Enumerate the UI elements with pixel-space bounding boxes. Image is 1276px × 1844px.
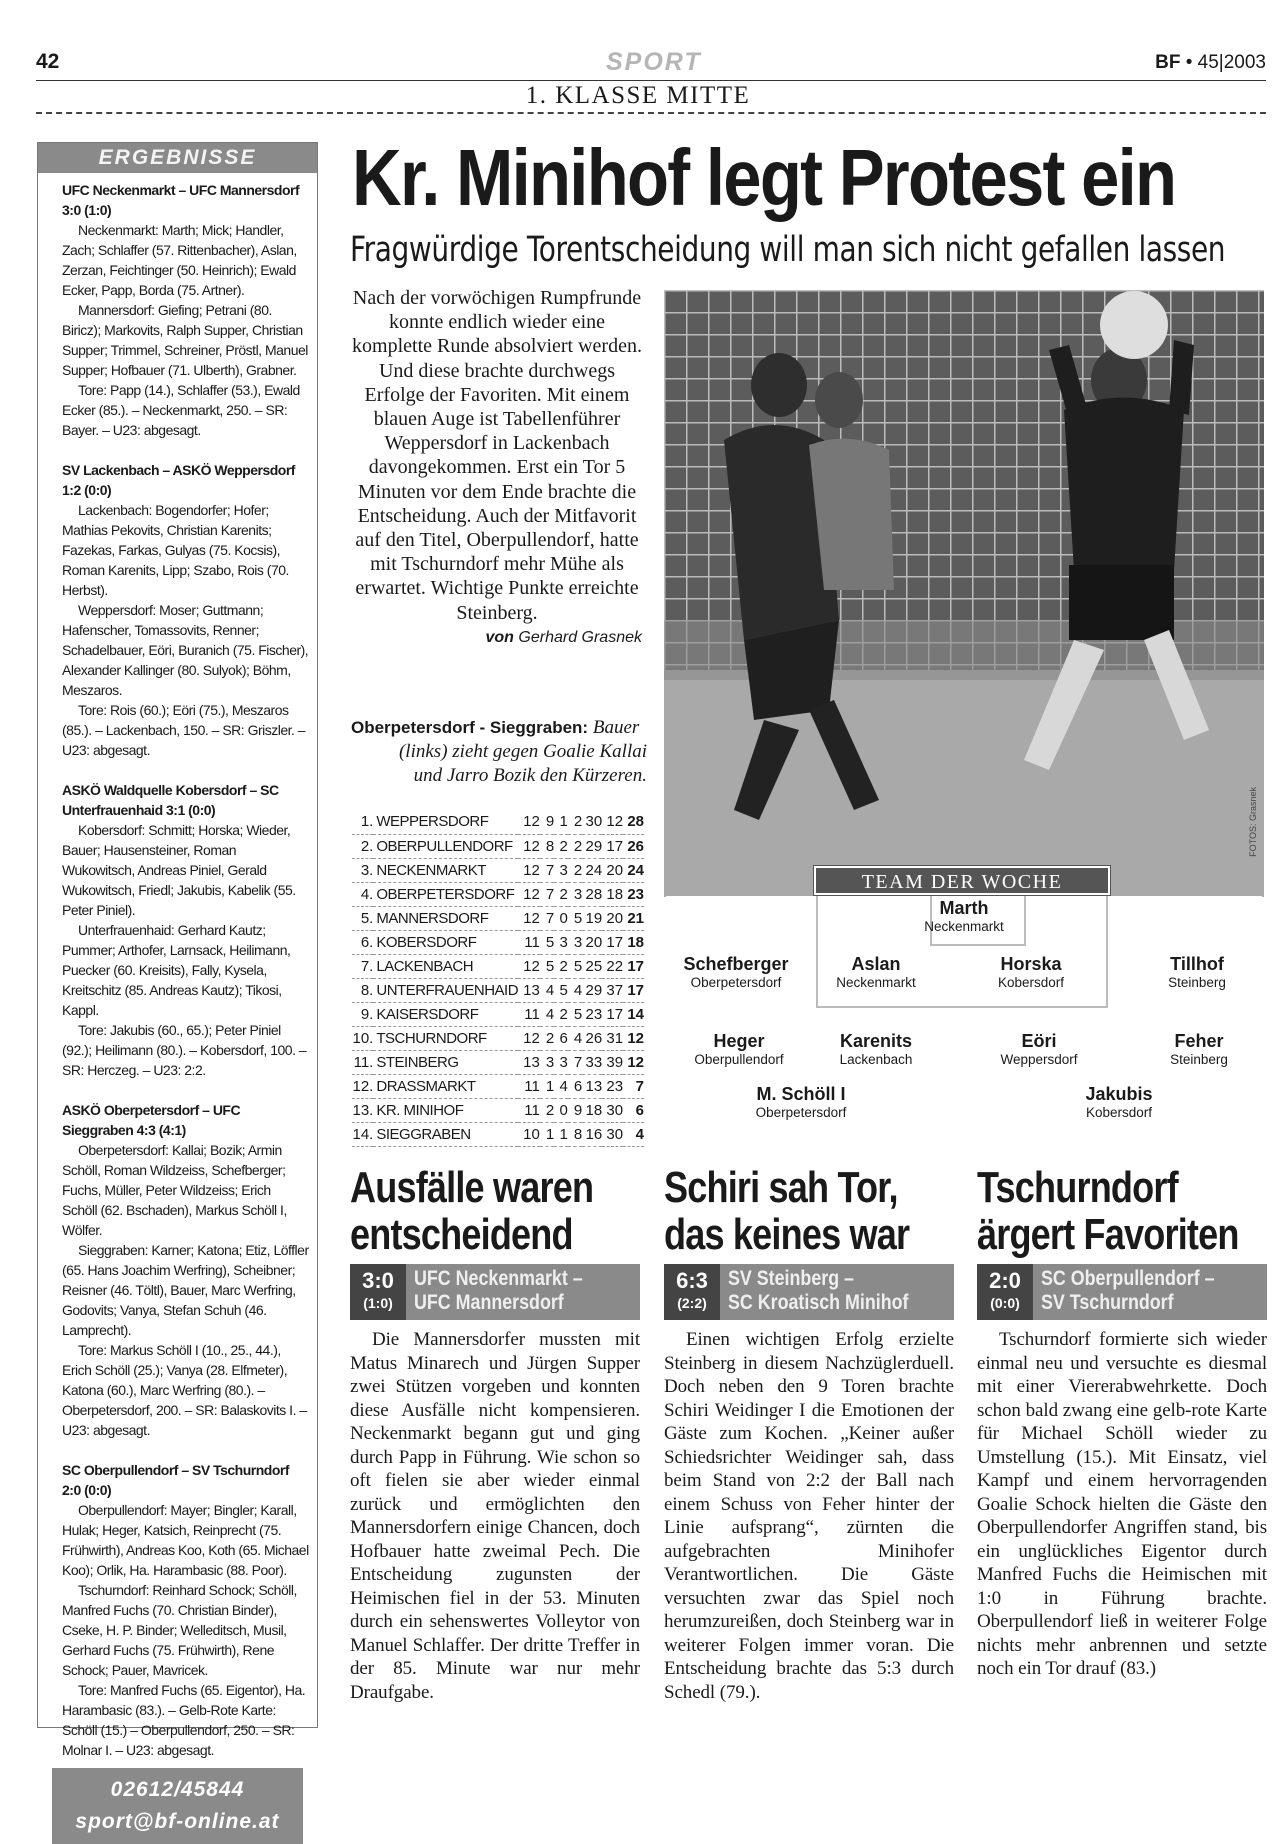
standings-w: 9 <box>540 810 554 834</box>
standings-team: WEPPERSDORF <box>373 810 518 834</box>
standings-team: KR. MINIHOF <box>373 1098 518 1122</box>
standings-w: 2 <box>540 1098 554 1122</box>
standings-gp: 12 <box>518 906 540 930</box>
standings-w: 3 <box>540 1050 554 1074</box>
player-name: Aslan <box>851 954 901 974</box>
standings-gp: 10 <box>518 1122 540 1146</box>
lineup-home: Lackenbach: Bogendorfer; Hofer; Mathias Pekovits, Christian Karenits; Fazekas, Farkas, Gulyas (75. Kocsis), Roman Karenits, Lipp; Szabo, Rois (70. Herbst). <box>62 502 289 598</box>
standings-l: 5 <box>568 906 582 930</box>
standings-row <box>352 1050 644 1074</box>
standings-team: NECKENMARKT <box>373 858 518 882</box>
standings-l: 3 <box>568 930 582 954</box>
score-box <box>664 1264 720 1320</box>
standings-pos: 11. <box>352 1050 373 1074</box>
standings-gp: 12 <box>518 810 540 834</box>
standings-ga: 30 <box>602 1122 623 1146</box>
standings-row <box>352 858 644 882</box>
standings-l: 2 <box>568 858 582 882</box>
page-number: 42 <box>36 50 60 73</box>
standings-ga: 23 <box>602 1074 623 1098</box>
sub-headline: Fragwürdige Torentscheidung will man sich nicht gefallen lassen <box>350 230 1226 270</box>
player-name: Horska <box>1000 954 1062 974</box>
standings-w: 7 <box>540 882 554 906</box>
standings-d: 5 <box>554 978 568 1002</box>
player-name: M. Schöll I <box>756 1084 846 1104</box>
results-column <box>37 142 318 1833</box>
story-headline-line1: Tschurndorf <box>977 1163 1178 1212</box>
story-body: Die Mannersdorfer mussten mit Matus Minarech und Jürgen Supper zwei Stützen vorgeben und konnten diese Ausfälle nicht kompensieren. Neckenmarkt begann gut und ging durch Papp in Führung. Wie schon so oft fielen sie aber wieder einmal zurück und ermöglichten den Mannersdorfern einige Chancen, doch Hofbauer hatte zweimal Pech. Die Entscheidung zugunsten der Heimischen fiel in der 53. Minuten durch ein sehenswertes Volleytor von Manuel Schlaffer. Der dritte Treffer in der 85. Minute war nur mehr Draufgabe. <box>350 1329 640 1703</box>
player-club: Weppersdorf <box>1000 1052 1078 1067</box>
standings-gp: 13 <box>518 1050 540 1074</box>
standings-gp: 11 <box>518 1074 540 1098</box>
home-team: SC Oberpullendorf – <box>1041 1267 1215 1290</box>
standings-pts: 26 <box>623 834 644 858</box>
dashed-divider <box>36 112 1266 114</box>
standings-l: 9 <box>568 1098 582 1122</box>
standings-d: 2 <box>554 882 568 906</box>
standings-ga: 30 <box>602 1098 623 1122</box>
standings-ga: 12 <box>602 810 623 834</box>
standings-ga: 17 <box>602 834 623 858</box>
standings-d: 3 <box>554 858 568 882</box>
player-card <box>976 954 1086 990</box>
player-card <box>1144 1031 1254 1067</box>
player-card <box>1064 1084 1174 1120</box>
standings-row <box>352 810 644 834</box>
standings-ga: 20 <box>602 906 623 930</box>
standings-l: 8 <box>568 1122 582 1146</box>
standings-ga: 17 <box>602 930 623 954</box>
standings-row <box>352 954 644 978</box>
standings-gp: 11 <box>518 1002 540 1026</box>
halftime-score: (0:0) <box>990 1295 1020 1311</box>
lineup-away: Tschurndorf: Reinhard Schock; Schöll, Manfred Fuchs (70. Christian Binder), Cseke, H. P. Binder; Welleditsch, Musil, Gerhard Fuchs (75. Frühwirth), Rene Schock; Pauer, Mavricek. <box>62 1582 297 1678</box>
issue-label: BF • 45|2003 <box>1155 52 1266 73</box>
standings-row <box>352 1122 644 1146</box>
standings-pos: 10. <box>352 1026 373 1050</box>
story-1 <box>350 1164 640 1704</box>
standings-row <box>352 906 644 930</box>
game-title: SV Lackenbach – ASKÖ Weppersdorf <box>62 462 295 478</box>
standings-pts: 23 <box>623 882 644 906</box>
standings-ga: 39 <box>602 1050 623 1074</box>
player-club: Kobersdorf <box>997 975 1065 990</box>
player-club: Steinberg <box>1170 1052 1228 1067</box>
caption-text-2: (links) zieht gegen Goalie Kallai <box>398 741 647 762</box>
standings-gf: 29 <box>582 834 602 858</box>
player-name: Feher <box>1174 1031 1224 1051</box>
standings-gf: 25 <box>582 954 602 978</box>
standings-d: 1 <box>554 1122 568 1146</box>
standings-l: 2 <box>568 834 582 858</box>
standings-team: UNTERFRAUENHAID <box>373 978 518 1002</box>
standings-l: 7 <box>568 1050 582 1074</box>
standings-pts: 28 <box>623 810 644 834</box>
match-photo <box>664 290 1264 897</box>
match-teams <box>1041 1267 1230 1315</box>
standings-gp: 13 <box>518 978 540 1002</box>
player-name: Schefberger <box>683 954 789 974</box>
standings-pos: 4. <box>352 882 373 906</box>
standings-gf: 13 <box>582 1074 602 1098</box>
standings-team: TSCHURNDORF <box>373 1026 518 1050</box>
story-headline <box>664 1163 910 1264</box>
league-title: 1. KLASSE MITTE <box>525 82 751 109</box>
result-game <box>62 180 309 440</box>
standings-pos: 14. <box>352 1122 373 1146</box>
goals-info: Tore: Papp (14.), Schlaffer (53.), Ewald Ecker (85.). – Neckenmarkt, 250. – SR: Bayer. – U23: abgesagt. <box>62 382 300 438</box>
caption-text-3: und Jarro Bozik den Kürzeren. <box>413 765 647 786</box>
standings-pts: 18 <box>623 930 644 954</box>
standings-l: 2 <box>568 810 582 834</box>
score-box <box>977 1264 1033 1320</box>
player-club: Oberpetersdorf <box>755 1105 847 1120</box>
standings-team: OBERPULLENDORF <box>373 834 518 858</box>
player-card <box>746 1084 856 1120</box>
standings-ga: 17 <box>602 1002 623 1026</box>
lineup-away: Sieggraben: Karner; Katona; Etiz, Löffler (65. Hans Joachim Werfring), Scheibner; Reisner (46. Töltl), Bauer, Marc Werfring, Godovits; Vanya, Stefan Schuh (46. Lamprecht). <box>62 1242 309 1338</box>
caption-text-1: Bauer <box>592 717 640 738</box>
standings-gp: 12 <box>518 834 540 858</box>
home-team: UFC Neckenmarkt – <box>414 1267 583 1290</box>
standings-pos: 1. <box>352 810 373 834</box>
final-score: 3:0 <box>362 1268 394 1293</box>
standings-d: 3 <box>554 930 568 954</box>
standings-w: 4 <box>540 978 554 1002</box>
story-headline-line1: Ausfälle waren <box>350 1163 594 1212</box>
contact-phone: 02612/45844 <box>110 1778 245 1801</box>
player-club: Oberpullendorf <box>694 1052 784 1067</box>
standings-team: SIEGGRABEN <box>373 1122 518 1146</box>
lineup-home: Oberpetersdorf: Kallai; Bozik; Armin Schöll, Roman Wildzeiss, Schefberger; Fuchs, Müller, Peter Wildzeiss; Erich Schöll (62. Bschaden), Markus Schöll I, Wölfer. <box>62 1142 287 1238</box>
match-teams <box>414 1267 603 1315</box>
standings-pos: 9. <box>352 1002 373 1026</box>
standings-team: LACKENBACH <box>373 954 518 978</box>
score-bar <box>350 1264 640 1320</box>
result-game <box>62 460 309 760</box>
standings-pos: 3. <box>352 858 373 882</box>
match-teams <box>728 1267 917 1315</box>
standings-pts: 7 <box>623 1074 644 1098</box>
standings-pos: 2. <box>352 834 373 858</box>
game-score: 3:0 (1:0) <box>62 202 112 218</box>
standings-gp: 11 <box>518 1098 540 1122</box>
photo-illustration <box>664 290 1264 897</box>
standings-w: 4 <box>540 1002 554 1026</box>
main-headline: Kr. Minihof legt Protest ein <box>352 133 1176 222</box>
standings-pos: 8. <box>352 978 373 1002</box>
score-bar <box>977 1264 1267 1320</box>
goals-info: Tore: Rois (60.); Eöri (75.), Meszaros (85.). – Lackenbach, 150. – SR: Griszler. – U23: abgesagt. <box>62 702 306 758</box>
standings-gp: 12 <box>518 954 540 978</box>
standings-gf: 16 <box>582 1122 602 1146</box>
player-card <box>821 954 931 990</box>
standings-gf: 23 <box>582 1002 602 1026</box>
final-score: 2:0 <box>989 1268 1021 1293</box>
standings-ga: 18 <box>602 882 623 906</box>
halftime-score: (2:2) <box>677 1295 707 1311</box>
standings-l: 5 <box>568 954 582 978</box>
standings-ga: 37 <box>602 978 623 1002</box>
lineup-away: Mannersdorf: Giefing; Petrani (80. Biricz); Markovits, Ralph Supper, Christian Supper; Trimmel, Schreiner, Pröstl, Manuel Supper; Hofbauer (71. Ulberth), Grabner. <box>62 302 308 378</box>
player-club: Steinberg <box>1168 975 1226 990</box>
standings-gf: 24 <box>582 858 602 882</box>
team-of-week-title: TEAM DER WOCHE <box>814 866 1110 895</box>
player-club: Oberpetersdorf <box>690 975 782 990</box>
player-card <box>984 1031 1094 1067</box>
standings-ga: 22 <box>602 954 623 978</box>
story-headline-line2: ärgert Favoriten <box>977 1210 1239 1259</box>
lineup-away: Unterfrauenhaid: Gerhard Kautz; Pummer; Arthofer, Larnsack, Heilimann, Puecker (60. Kreisits), Fally, Kysela, Kreitschitz (85. Andreas Kautz); Tikosi, Kappl. <box>62 922 291 1018</box>
lineup-home: Neckenmarkt: Marth; Mick; Handler, Zach; Schlaffer (57. Rittenbacher), Aslan, Zerzan, Feichtinger (50. Heinrich); Ewald Ecker, Papp, Borda (75. Artner). <box>62 222 297 298</box>
standings-w: 1 <box>540 1074 554 1098</box>
player-club: Neckenmarkt <box>924 919 1004 934</box>
result-game <box>62 1100 309 1440</box>
standings-pts: 6 <box>623 1098 644 1122</box>
result-game <box>62 1460 309 1760</box>
standings-pts: 21 <box>623 906 644 930</box>
standings-gf: 33 <box>582 1050 602 1074</box>
standings-pts: 12 <box>623 1050 644 1074</box>
standings-w: 8 <box>540 834 554 858</box>
byline <box>352 629 642 647</box>
intro-text: Nach der vorwöchigen Rumpfrunde konnte endlich wieder eine komplette Runde absolviert werden. Und diese brachte durchwegs Erfolge der Favoriten. Mit einem blauen Auge ist Tabellenführer Weppersdorf in Lackenbach davongekommen. Erst ein Tor 5 Minuten vor dem Ende brachte die Entscheidung. Auch der Mitfavorit auf den Titel, Oberpullendorf, hatte mit Tschurndorf mehr Mühe als erwartet. Wichtige Punkte erreichte Steinberg. <box>352 287 642 624</box>
caption-match: Oberpetersdorf - Sieggraben: <box>351 718 589 737</box>
standings-w: 7 <box>540 858 554 882</box>
story-headline <box>977 1163 1239 1264</box>
standings-d: 2 <box>554 834 568 858</box>
player-name: Marth <box>939 898 989 918</box>
home-team: SV Steinberg – <box>728 1267 854 1290</box>
story-headline-line1: Schiri sah Tor, <box>664 1163 898 1212</box>
standings-w: 7 <box>540 906 554 930</box>
results-list <box>38 173 317 1760</box>
results-title: ERGEBNISSE <box>38 143 317 173</box>
halftime-score: (1:0) <box>363 1295 393 1311</box>
game-score: 1:2 (0:0) <box>62 482 112 498</box>
standings-gp: 11 <box>518 930 540 954</box>
game-title: ASKÖ Oberpetersdorf – UFC Sieggraben 4:3 (4:1) <box>62 1102 241 1138</box>
standings-row <box>352 834 644 858</box>
away-team: UFC Mannersdorf <box>414 1291 564 1314</box>
standings-team: KOBERSDORF <box>373 930 518 954</box>
story-headline-line2: das keines war <box>664 1210 910 1259</box>
player-card <box>914 898 1014 934</box>
game-title: UFC Neckenmarkt – UFC Mannersdorf <box>62 182 300 198</box>
standings-pos: 12. <box>352 1074 373 1098</box>
standings-d: 3 <box>554 1050 568 1074</box>
score-box <box>350 1264 406 1320</box>
standings-gf: 29 <box>582 978 602 1002</box>
story-body: Tschurndorf formierte sich wieder einmal neu und versuchte es diesmal mit einer Viererabwehrkette. Doch schon bald zwang eine gelb-rote Karte für Michael Schöll wieder zu Umstellung (15.). Mit Einsatz, viel Kampf und einem hervorragenden Goalie Schock hielten die Gäste den Oberpullendorfer Angriffen stand, bis ein unglückliches Eigentor durch Manfred Fuchs die Heimischen mit 1:0 in Führung brachte. Oberpullendorf ließ in weiterer Folge nichts mehr anbrennen und setzte noch ein Tor drauf (83.) <box>977 1329 1267 1679</box>
standings-gp: 12 <box>518 858 540 882</box>
standings-row <box>352 1002 644 1026</box>
standings-pos: 6. <box>352 930 373 954</box>
player-name: Heger <box>713 1031 765 1051</box>
standings-gf: 28 <box>582 882 602 906</box>
standings-d: 6 <box>554 1026 568 1050</box>
section-title: SPORT <box>606 48 702 76</box>
header-rule <box>36 80 1266 81</box>
game-title: ASKÖ Waldquelle Kobersdorf – SC Unterfrauenhaid 3:1 (0:0) <box>62 782 279 818</box>
standings-d: 2 <box>554 1002 568 1026</box>
team-of-week <box>666 896 1262 1143</box>
byline-prefix: von <box>485 628 514 646</box>
story-2 <box>664 1164 954 1704</box>
standings-l: 3 <box>568 882 582 906</box>
player-name: Eöri <box>1021 1031 1057 1051</box>
standings-pts: 4 <box>623 1122 644 1146</box>
photo-caption <box>351 716 649 788</box>
standings-gf: 18 <box>582 1098 602 1122</box>
final-score: 6:3 <box>676 1268 708 1293</box>
player-name: Karenits <box>839 1031 913 1051</box>
standings-row <box>352 978 644 1002</box>
standings-team: KAISERSDORF <box>373 1002 518 1026</box>
page-header <box>36 46 1266 82</box>
game-score: 2:0 (0:0) <box>62 1482 112 1498</box>
standings-team: STEINBERG <box>373 1050 518 1074</box>
standings-w: 5 <box>540 930 554 954</box>
standings-d: 4 <box>554 1074 568 1098</box>
standings-pts: 14 <box>623 1002 644 1026</box>
standings-w: 2 <box>540 1026 554 1050</box>
standings-pts: 12 <box>623 1026 644 1050</box>
standings-pts: 17 <box>623 954 644 978</box>
score-bar <box>664 1264 954 1320</box>
player-card <box>1142 954 1252 990</box>
standings-team: OBERPETERSDORF <box>373 882 518 906</box>
standings-gf: 20 <box>582 930 602 954</box>
standings-l: 4 <box>568 978 582 1002</box>
lineup-home: Oberpullendorf: Mayer; Bingler; Karall, Hulak; Heger, Katsich, Reinprecht (75. Frühwirth), Andreas Koo, Koth (65. Michael Koo); Orlik, Ha. Harambasic (88. Poor). <box>62 1502 309 1578</box>
player-name: Tillhof <box>1170 954 1224 974</box>
standings-pts: 17 <box>623 978 644 1002</box>
player-card <box>666 954 806 990</box>
player-club: Lackenbach <box>839 1052 913 1067</box>
standings-pos: 7. <box>352 954 373 978</box>
standings-d: 0 <box>554 906 568 930</box>
standings-l: 6 <box>568 1074 582 1098</box>
goals-info: Tore: Markus Schöll I (10., 25., 44.), Erich Schöll (25.); Vanya (28. Elfmeter), Katona (60.), Marc Werfring (80.). – Oberpetersdorf, 200. – SR: Balaskovits I. – U23: abgesagt. <box>62 1342 307 1438</box>
contact-box <box>52 1768 303 1844</box>
standings-ga: 31 <box>602 1026 623 1050</box>
standings-d: 2 <box>554 954 568 978</box>
player-club: Kobersdorf <box>1085 1105 1153 1120</box>
game-title: SC Oberpullendorf – SV Tschurndorf <box>62 1462 289 1478</box>
standings-pts: 24 <box>623 858 644 882</box>
standings-row <box>352 930 644 954</box>
story-3 <box>977 1164 1267 1681</box>
standings-team: MANNERSDORF <box>373 906 518 930</box>
story-headline-line2: entscheidend <box>350 1210 573 1259</box>
standings-gp: 12 <box>518 882 540 906</box>
result-game <box>62 780 309 1080</box>
standings-d: 0 <box>554 1098 568 1122</box>
standings-l: 5 <box>568 1002 582 1026</box>
standings-gf: 30 <box>582 810 602 834</box>
publication-name: BF <box>1155 52 1181 73</box>
standings-w: 1 <box>540 1122 554 1146</box>
byline-author: Gerhard Grasnek <box>518 628 642 646</box>
story-body: Einen wichtigen Erfolg erzielte Steinberg in diesem Nachzüglerduell. Doch neben den 9 Toren brachte Schiri Weidinger I die Emotionen der Gäste zum Kochen. „Keiner außer Schiedsrichter Weidinger sah, dass beim Stand von 2:2 der Ball nach einem Schuss von Feher hinter der Linie aufsprang“, zürnten die aufgebrachten Minihofer Verantwortlichen. Die Gäste versuchten zwar das Spiel noch herumzureißen, doch Steinberg war in weiterer Folgen immer voran. Die Entscheidung brachte das 5:3 durch Schedl (79.). <box>664 1329 954 1703</box>
player-card <box>826 1031 926 1067</box>
standings-team: DRASSMARKT <box>373 1074 518 1098</box>
lineup-home: Kobersdorf: Schmitt; Horska; Wieder, Bauer; Hausensteiner, Roman Wukowitsch, Andreas Piniel, Gerald Wukowitsch, Friedl; Jakubis, Kabelik (55. Peter Piniel). <box>62 822 296 918</box>
contact-email: sport@bf-online.at <box>75 1810 280 1833</box>
standings-row <box>352 1026 644 1050</box>
away-team: SC Kroatisch Minihof <box>728 1291 909 1314</box>
standings-table <box>352 810 644 1147</box>
player-club: Neckenmarkt <box>836 975 916 990</box>
standings-ga: 20 <box>602 858 623 882</box>
article-intro <box>352 286 642 647</box>
lineup-away: Weppersdorf: Moser; Guttmann; Hafenscher, Tomassovits, Renner; Schadelbauer, Eöri, Buranich (75. Fischer), Alexander Kallinger (80. Sulyok); Böhm, Meszaros. <box>62 602 309 698</box>
standings-row <box>352 1098 644 1122</box>
standings-pos: 13. <box>352 1098 373 1122</box>
standings-w: 5 <box>540 954 554 978</box>
player-name: Jakubis <box>1085 1084 1153 1104</box>
standings-gp: 12 <box>518 1026 540 1050</box>
issue-number: 45|2003 <box>1197 52 1266 73</box>
standings-row <box>352 882 644 906</box>
standings-l: 4 <box>568 1026 582 1050</box>
standings-gf: 19 <box>582 906 602 930</box>
standings-pos: 5. <box>352 906 373 930</box>
standings-gf: 26 <box>582 1026 602 1050</box>
photo-credit: FOTOS: Grasnek <box>1248 787 1258 857</box>
standings-d: 1 <box>554 810 568 834</box>
standings-row <box>352 1074 644 1098</box>
story-headline <box>350 1163 594 1264</box>
goals-info: Tore: Manfred Fuchs (65. Eigentor), Ha. Harambasic (83.). – Gelb-Rote Karte: Schöll (15.) – Oberpullendorf, 250. – SR: Molnar I. – U23: abgesagt. <box>62 1682 306 1758</box>
goals-info: Tore: Jakubis (60., 65.); Peter Piniel (92.); Heilimann (80.). – Kobersdorf, 100. – SR: Herczeg. – U23: 2:2. <box>62 1022 307 1078</box>
player-card <box>684 1031 794 1067</box>
away-team: SV Tschurndorf <box>1041 1291 1174 1314</box>
